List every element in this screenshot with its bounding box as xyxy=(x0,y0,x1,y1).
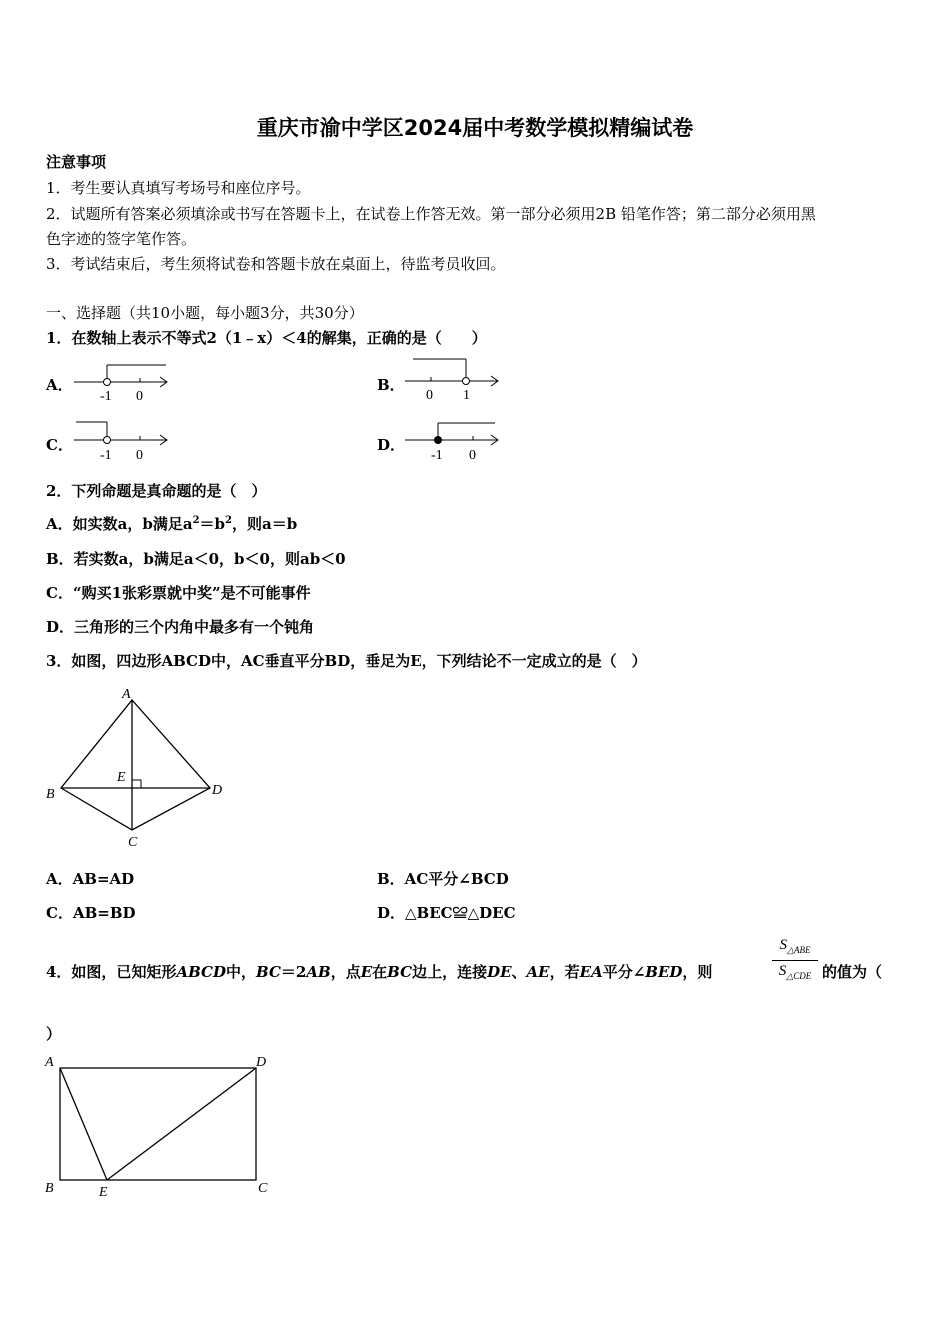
vertex-label-d: D xyxy=(212,783,223,798)
q1-option-b-number-line xyxy=(403,355,503,403)
vertex-label-a: A xyxy=(45,1055,54,1070)
point-label-e: E xyxy=(99,1185,108,1198)
q4-stem: 4．如图，已知矩形ABCD中，BC＝2AB，点E在BC边上，连接DE、AE，若EA平分∠BED，则 xyxy=(46,963,713,981)
q3-quadrilateral-figure xyxy=(40,682,240,852)
q1-option-d-label: D． xyxy=(377,436,406,454)
q4-area-ratio-fraction: $S_{\triangle ABE}$ $S_{\triangle CDE}$ xyxy=(770,936,820,985)
section-heading: 一、选择题（共10小题，每小题3分，共30分） xyxy=(46,304,364,322)
vertex-label-b: B xyxy=(46,787,55,802)
notice-heading: 注意事项 xyxy=(46,153,107,171)
vertex-label-a: A xyxy=(122,687,131,702)
q2-option-b: B．若实数a，b满足a＜0，b＜0，则ab＜0 xyxy=(46,550,346,568)
q3-option-b: B．AC平分∠BCD xyxy=(377,870,509,888)
q4-stem-close: ） xyxy=(46,1025,62,1043)
point-label-e: E xyxy=(117,770,126,785)
q2-option-a: A．如实数a，b满足$a^2=b^2$，则a＝b xyxy=(46,515,298,533)
tick-label: 0 xyxy=(426,388,433,403)
tick-label: 0 xyxy=(136,448,143,463)
tick-label: -1 xyxy=(431,448,443,463)
q2-option-d: D．三角形的三个内角中最多有一个钝角 xyxy=(46,618,315,636)
q4-stem-end: 的值为（ xyxy=(822,963,883,981)
tick-label: 1 xyxy=(463,388,470,403)
q1-option-a-label: A． xyxy=(46,376,73,394)
tick-label: 0 xyxy=(469,448,476,463)
tick-label: -1 xyxy=(100,448,112,463)
q1-option-a-number-line xyxy=(72,360,172,404)
q4-rectangle-figure xyxy=(40,1048,280,1198)
q1-stem: 1．在数轴上表示不等式2（1﹣x）＜4的解集，正确的是（ ） xyxy=(46,329,487,347)
q2-option-c: C．“购买1张彩票就中奖”是不可能事件 xyxy=(46,584,311,602)
q3-option-a: A．AB=AD xyxy=(46,870,135,888)
notice-item-3: 3．考试结束后，考生须将试卷和答题卡放在桌面上，待监考员收回。 xyxy=(46,255,506,273)
tick-label: -1 xyxy=(100,389,112,404)
q1-option-c-label: C． xyxy=(46,436,73,454)
vertex-label-c: C xyxy=(258,1181,268,1196)
notice-item-2-cont: 色字迹的签字笔作答。 xyxy=(46,230,197,248)
page-title: 重庆市渝中学区2024届中考数学模拟精编试卷 xyxy=(256,116,694,140)
vertex-label-d: D xyxy=(256,1055,267,1070)
q3-option-d: D．△BEC≌△DEC xyxy=(377,904,516,922)
vertex-label-b: B xyxy=(45,1181,54,1196)
q3-option-c: C．AB=BD xyxy=(46,904,136,922)
vertex-label-c: C xyxy=(128,835,138,850)
q2-stem: 2．下列命题是真命题的是（ ） xyxy=(46,482,267,500)
q1-option-c-number-line xyxy=(72,418,172,464)
notice-item-1: 1．考生要认真填写考场号和座位序号。 xyxy=(46,179,311,197)
q3-stem: 3．如图，四边形ABCD中，AC垂直平分BD，垂足为E，下列结论不一定成立的是（ ） xyxy=(46,652,647,670)
notice-item-2: 2．试题所有答案必须填涂或书写在答题卡上，在试卷上作答无效。第一部分必须用2B 铅笔作答；第二部分必须用黑 xyxy=(46,205,816,223)
q1-option-b-label: B． xyxy=(377,376,405,394)
q1-option-d-number-line xyxy=(403,418,503,464)
tick-label: 0 xyxy=(136,389,143,404)
